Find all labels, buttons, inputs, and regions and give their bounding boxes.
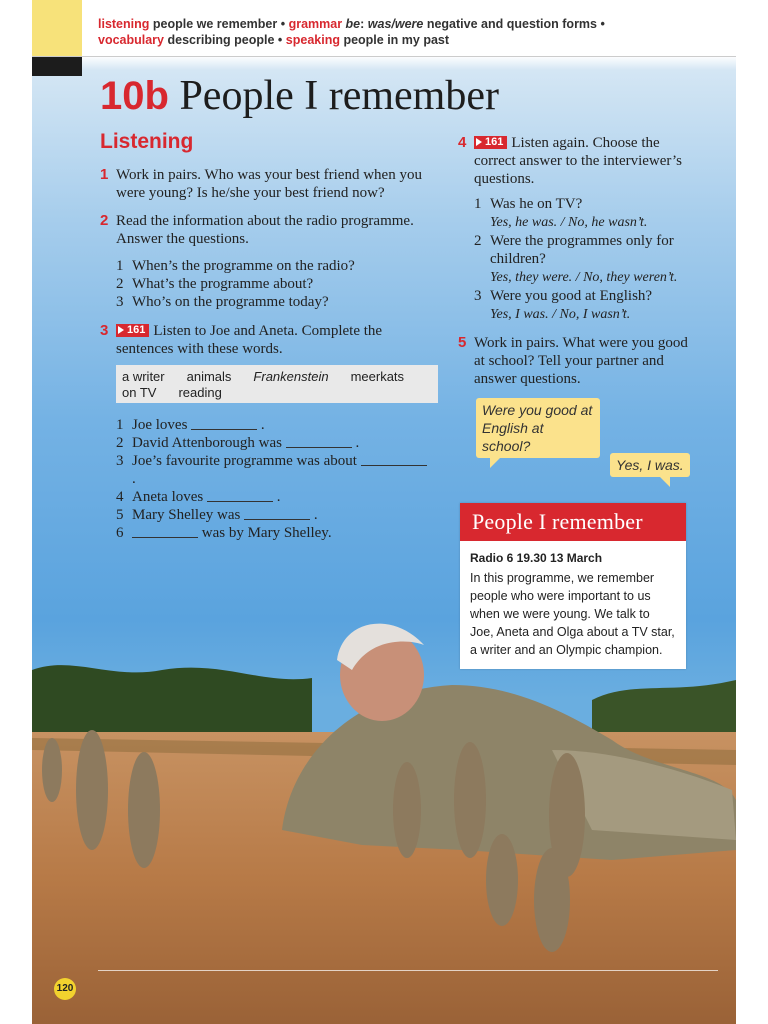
exercise-text: Listen again. Choose the correct answer to the interviewer’s questions. — [474, 135, 682, 187]
answer-blank[interactable] — [286, 435, 352, 448]
question-text: Who’s on the programme today? — [132, 294, 329, 310]
question-number: 2 — [474, 233, 482, 249]
corner-tab — [32, 0, 82, 56]
track-number: 161 — [127, 324, 146, 336]
word-option: meerkats — [350, 369, 405, 384]
exercise-3-sentences — [116, 416, 436, 542]
topic-segment: was/were — [367, 17, 424, 31]
sentence-number: 4 — [116, 489, 124, 505]
exercise-number: 1 — [100, 166, 109, 183]
sentence-item — [116, 452, 436, 488]
question-number: 3 — [116, 294, 124, 310]
sentence-start: Joe loves — [132, 417, 192, 433]
speech-bubble-question: Were you good at English at school? — [476, 398, 600, 458]
question-item — [474, 195, 714, 232]
topic-segment: people we remember • — [149, 17, 289, 31]
exercise-1 — [100, 166, 440, 202]
top-rule — [32, 56, 736, 57]
sentence-item — [116, 524, 436, 542]
sentence-item — [116, 416, 436, 434]
exercise-2-questions — [116, 257, 436, 311]
corner-tab-dark — [32, 56, 82, 76]
sentence-start: David Attenborough was — [132, 435, 286, 451]
word-option: animals — [186, 369, 232, 384]
play-icon — [118, 326, 124, 334]
sentence-number: 3 — [116, 453, 124, 469]
topic-segment: : — [360, 17, 368, 31]
question-number: 3 — [474, 288, 482, 304]
topic-segment: grammar — [288, 17, 343, 31]
sentence-end: . — [310, 507, 318, 523]
sentence-number: 2 — [116, 435, 124, 451]
question-item — [116, 293, 436, 311]
exercise-instruction: Read the information about the radio programme. Answer the questions. — [116, 213, 414, 247]
answer-blank[interactable] — [361, 453, 427, 466]
info-date: Radio 6 19.30 13 March — [470, 551, 603, 565]
sentence-start: Aneta loves — [132, 489, 207, 505]
exercise-4 — [458, 134, 698, 188]
exercise-2 — [100, 212, 440, 248]
exercise-number: 3 — [100, 322, 109, 339]
answer-blank[interactable] — [191, 417, 257, 430]
question-item — [116, 275, 436, 293]
sentence-item — [116, 506, 436, 524]
question-text: Was he on TV? — [490, 196, 583, 212]
question-number: 1 — [474, 196, 482, 212]
topic-segment: people in my past — [339, 33, 450, 47]
question-text: What’s the programme about? — [132, 276, 314, 292]
question-text: Were the programmes only for children? — [490, 233, 674, 267]
info-body: In this programme, we remember people who were important to us when we were young. We talk to Joe, Aneta and Olga about a TV star, a writer and an Olympic champion. — [470, 571, 675, 657]
sentence-end: . — [272, 489, 281, 505]
exercise-text: Listen to Joe and Aneta. Complete the sentences with these words. — [116, 323, 383, 357]
textbook-page — [32, 0, 736, 1024]
word-box — [116, 365, 438, 403]
question-number: 1 — [116, 258, 124, 274]
info-heading: People I remember — [460, 503, 686, 541]
sentence-end: . — [132, 471, 136, 487]
sentence-item — [116, 488, 436, 506]
lesson-title: People I remember — [179, 73, 499, 119]
exercise-number: 4 — [458, 134, 467, 151]
question-item — [474, 287, 714, 324]
answer-blank[interactable] — [132, 525, 198, 538]
page-title — [100, 72, 499, 120]
answer-options[interactable]: Yes, he was. / No, he wasn’t. — [490, 215, 648, 230]
topics-line-2 — [98, 32, 718, 48]
exercise-instruction — [474, 134, 698, 188]
sentence-end: was by Mary Shelley. — [198, 525, 332, 541]
exercise-5 — [458, 334, 698, 388]
sentence-number: 6 — [116, 525, 124, 541]
word-option: reading — [178, 385, 222, 400]
sentence-number: 5 — [116, 507, 124, 523]
topic-segment: negative and question forms • — [423, 17, 605, 31]
answer-blank[interactable] — [207, 489, 273, 502]
bottom-rule — [98, 970, 718, 971]
exercise-number: 5 — [458, 334, 467, 351]
speech-bubble-answer: Yes, I was. — [610, 453, 690, 477]
answer-blank[interactable] — [244, 507, 310, 520]
topic-segment: describing people • — [164, 33, 286, 47]
question-text: When’s the programme on the radio? — [132, 258, 355, 274]
section-heading: Listening — [100, 130, 194, 153]
lesson-topics — [98, 16, 718, 48]
question-item — [474, 232, 714, 287]
sentence-end: . — [257, 417, 265, 433]
topics-line-1 — [98, 16, 718, 32]
radio-programme-box — [460, 503, 686, 669]
answer-options[interactable]: Yes, they were. / No, they weren’t. — [490, 270, 678, 285]
exercise-number: 2 — [100, 212, 109, 229]
exercise-3 — [100, 322, 440, 358]
page-number: 120 — [54, 978, 76, 1000]
lesson-number: 10b — [100, 74, 169, 118]
audio-track-icon[interactable] — [116, 324, 149, 337]
word-option: on TV — [122, 385, 157, 400]
sentence-end: . — [351, 435, 360, 451]
sentence-number: 1 — [116, 417, 124, 433]
topic-segment: vocabulary — [98, 33, 165, 47]
word-option: Frankenstein — [253, 369, 329, 384]
audio-track-icon[interactable] — [474, 136, 507, 149]
topic-segment: speaking — [285, 33, 340, 47]
play-icon — [476, 138, 482, 146]
sentence-start: Mary Shelley was — [132, 507, 245, 523]
question-text: Were you good at English? — [490, 288, 653, 304]
exercise-4-questions — [474, 195, 714, 324]
track-number: 161 — [485, 136, 504, 148]
question-number: 2 — [116, 276, 124, 292]
topic-segment: be — [342, 17, 361, 31]
exercise-instruction: Work in pairs. Who was your best friend when you were young? Is he/she your best friend now? — [116, 167, 422, 201]
answer-options[interactable]: Yes, I was. / No, I wasn’t. — [490, 307, 631, 322]
sentence-start: Joe’s favourite programme was about — [132, 453, 361, 469]
question-item — [116, 257, 436, 275]
sentence-item — [116, 434, 436, 452]
exercise-instruction — [116, 322, 440, 358]
exercise-instruction: Work in pairs. What were you good at school? Tell your partner and answer questions. — [474, 335, 688, 387]
topic-segment: listening — [98, 17, 150, 31]
word-option: a writer — [122, 369, 165, 384]
